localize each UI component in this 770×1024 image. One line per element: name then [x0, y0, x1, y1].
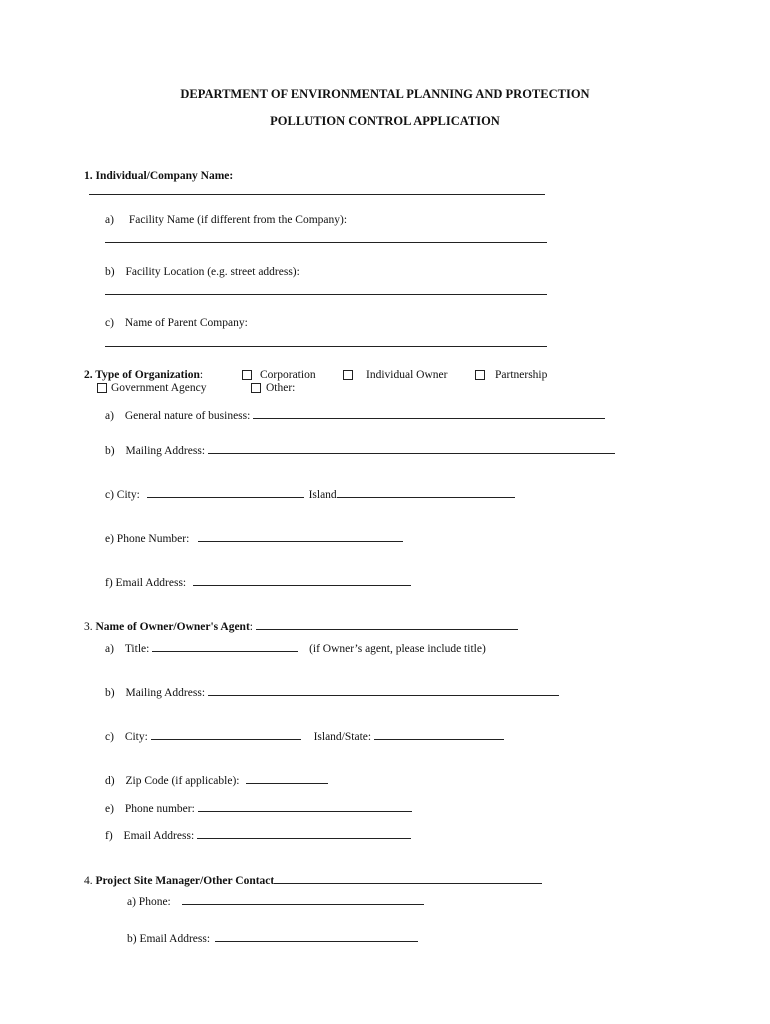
mailing-address-field[interactable]	[208, 443, 615, 454]
owner-mailing-row: b) Mailing Address:	[105, 685, 559, 700]
title-field[interactable]	[152, 641, 298, 652]
site-email-row: b) Email Address:	[127, 931, 418, 946]
owner-mailing-field[interactable]	[208, 685, 559, 696]
owner-agent-label: Name of Owner/Owner's Agent	[95, 621, 250, 633]
partnership-checkbox[interactable]	[475, 370, 485, 380]
government-agency-label: Government Agency	[111, 382, 207, 394]
site-phone-row: a) Phone:	[127, 894, 424, 909]
site-manager-row: 4. Project Site Manager/Other Contact	[84, 873, 542, 888]
nature-of-business-field[interactable]	[253, 408, 605, 419]
government-agency-checkbox[interactable]	[97, 383, 107, 393]
owner-city-row: c) City: Island/State:	[105, 729, 504, 744]
owner-agent-row: 3. Name of Owner/Owner's Agent:	[84, 619, 518, 634]
mailing-address-row: b) Mailing Address:	[105, 443, 615, 458]
site-phone-field[interactable]	[182, 894, 424, 905]
partnership-label: Partnership	[495, 369, 548, 381]
other-checkbox[interactable]	[251, 383, 261, 393]
site-manager-field[interactable]	[274, 873, 542, 884]
phone-number-row: e) Phone Number:	[105, 531, 403, 546]
individual-owner-label: Individual Owner	[366, 369, 448, 381]
facility-name-field[interactable]	[105, 242, 547, 243]
city-field[interactable]	[147, 487, 304, 498]
parent-company-field[interactable]	[105, 346, 547, 347]
facility-name-label: a) Facility Name (if different from the Company):	[105, 214, 348, 226]
zip-code-field[interactable]	[246, 773, 328, 784]
owner-city-field[interactable]	[151, 729, 301, 740]
section1-label: 1. Individual/Company Name:	[84, 170, 234, 182]
city-island-row: c) City: Island	[105, 487, 515, 502]
island-state-field[interactable]	[374, 729, 504, 740]
title-row: a) Title: (if Owner’s agent, please include title)	[105, 643, 486, 655]
site-manager-label: Project Site Manager/Other Contact	[95, 875, 275, 887]
org-type-row1: 2. Type of Organization:	[84, 369, 204, 381]
corporation-label: Corporation	[260, 369, 316, 381]
individual-owner-checkbox[interactable]	[343, 370, 353, 380]
owner-email-row: f) Email Address:	[105, 828, 411, 843]
phone-number-field[interactable]	[198, 531, 403, 542]
org-type-label: 2. Type of Organization	[84, 369, 200, 381]
island-field[interactable]	[337, 487, 515, 498]
owner-agent-field[interactable]	[256, 619, 518, 630]
zip-code-row: d) Zip Code (if applicable):	[105, 773, 328, 788]
facility-location-field[interactable]	[105, 294, 547, 295]
email-address-field[interactable]	[193, 575, 411, 586]
nature-of-business-row: a) General nature of business:	[105, 408, 605, 423]
company-name-field[interactable]	[89, 194, 545, 195]
email-address-row: f) Email Address:	[105, 575, 411, 590]
site-email-field[interactable]	[215, 931, 418, 942]
other-label: Other:	[266, 382, 296, 394]
owner-phone-field[interactable]	[198, 801, 412, 812]
facility-location-label: b) Facility Location (e.g. street address):	[105, 266, 300, 278]
department-title: DEPARTMENT OF ENVIRONMENTAL PLANNING AND PROTECTION	[180, 87, 590, 101]
form-title: POLLUTION CONTROL APPLICATION	[270, 114, 500, 128]
corporation-checkbox[interactable]	[242, 370, 252, 380]
parent-company-label: c) Name of Parent Company:	[105, 317, 248, 329]
owner-email-field[interactable]	[197, 828, 411, 839]
owner-phone-row: e) Phone number:	[105, 801, 412, 816]
